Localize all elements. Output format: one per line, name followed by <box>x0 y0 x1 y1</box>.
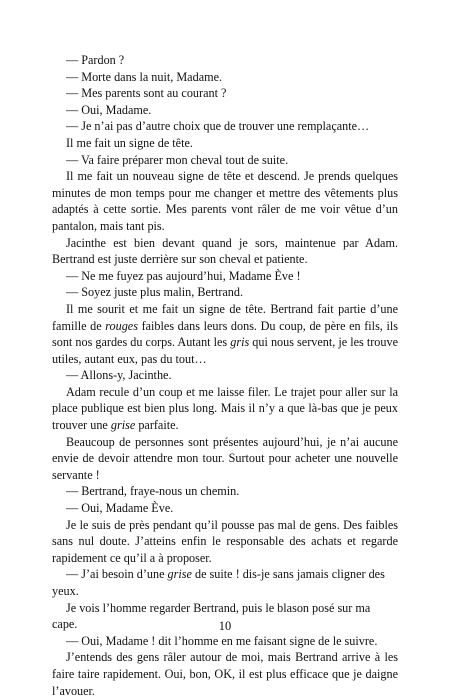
paragraph <box>52 649 398 699</box>
paragraph <box>52 301 398 367</box>
paragraph <box>52 69 398 86</box>
paragraph <box>52 367 398 384</box>
text-segment: J’entends des gens râler autour de moi, mais Bertrand arrive à les faire taire rapidement. Oui, bon, OK, il est plus efficace que je daigne l’avouer. <box>52 650 398 698</box>
text-segment: qui nous servent, je les trouve utiles, autant eux, pas du tout… <box>52 335 398 366</box>
paragraph <box>52 500 398 517</box>
text-segment: parfaite. <box>135 418 179 433</box>
text-segment: — J’ai besoin d’une <box>66 567 168 582</box>
text-segment: — Soyez juste plus malin, Bertrand. <box>66 285 244 300</box>
text-segment: — Bertrand, fraye-nous un chemin. <box>66 484 240 499</box>
paragraph <box>52 135 398 152</box>
paragraph <box>52 118 398 135</box>
text-segment: — Morte dans la nuit, Madame. <box>66 69 223 84</box>
text-segment: de suite ! dis-je sans jamais cligner des yeux. <box>52 567 385 598</box>
paragraph <box>52 85 398 102</box>
paragraph <box>52 566 398 599</box>
text-segment: Jacinthe est bien devant quand je sors, maintenue par Adam. Bertrand est juste derrière sur son cheval et patiente. <box>52 235 398 267</box>
paragraph <box>52 268 398 285</box>
paragraph <box>52 483 398 500</box>
paragraph <box>52 102 398 119</box>
text-segment: — Pardon ? <box>66 53 125 67</box>
paragraph <box>52 434 398 484</box>
paragraph <box>52 384 398 434</box>
text-segment: — Allons-y, Jacinthe. <box>66 368 172 383</box>
paragraph <box>52 633 398 650</box>
text-segment: — Ne me fuyez pas aujourd’hui, Madame Ève ! <box>66 268 301 283</box>
text-segment: Adam recule d’un coup et me laisse filer. Le trajet pour aller sur la place publique est bien plus long. Mais il n’y a que là-bas que je peux trouver une <box>52 384 398 433</box>
text-segment: Je le suis de près pendant qu’il pousse pas mal de gens. Des faibles sans nul doute. J’atteins enfin le responsable des achats et regarde rapidement ce qu’il a à proposer. <box>52 517 398 565</box>
text-segment: — Va faire préparer mon cheval tout de suite. <box>66 152 289 167</box>
text-segment: Il me fait un signe de tête. <box>66 135 193 150</box>
paragraph <box>52 152 398 169</box>
text-segment: — Oui, Madame ! dit l’homme en me faisant signe de le suivre. <box>66 633 378 648</box>
italic-text: gris <box>230 335 250 350</box>
paragraph <box>52 517 398 567</box>
book-page-body <box>52 52 398 699</box>
text-segment: Il me sourit et me fait un signe de tête. Bertrand fait partie d’une famille de <box>52 301 398 333</box>
paragraph <box>52 235 398 268</box>
italic-text: grise <box>167 567 192 582</box>
text-segment: faibles dans leurs dons. Du coup, de père en fils, ils sont nos gardes du corps. Autant les <box>52 318 398 350</box>
paragraph <box>52 284 398 301</box>
italic-text: grise <box>110 418 136 433</box>
text-segment: Beaucoup de personnes sont présentes aujourd’hui, je n’ai aucune envie de devoir attendre mon tour. Surtout pour acheter une nouvelle servante ! <box>52 434 398 482</box>
text-segment: — Mes parents sont au courant ? <box>66 86 227 101</box>
text-segment: — Oui, Madame Ève. <box>66 501 174 516</box>
text-segment: Il me fait un nouveau signe de tête et descend. Je prends quelques minutes de mon temps pour me changer et mettre des vêtements plus adaptés à cette sortie. Mes parents vont râler de me voir vêtue d’un pantalon, mais tant pis. <box>52 169 398 233</box>
paragraph <box>52 168 398 234</box>
paragraph <box>52 52 398 69</box>
page-number: 10 <box>218 619 232 633</box>
text-segment: — Oui, Madame. <box>66 102 152 117</box>
text-segment: — Je n’ai pas d’autre choix que de trouver une remplaçante… <box>66 119 370 134</box>
italic-text: rouges <box>105 318 138 333</box>
text-segment: Je vois l’homme regarder Bertrand, puis le blason posé sur ma cape. <box>52 600 371 632</box>
